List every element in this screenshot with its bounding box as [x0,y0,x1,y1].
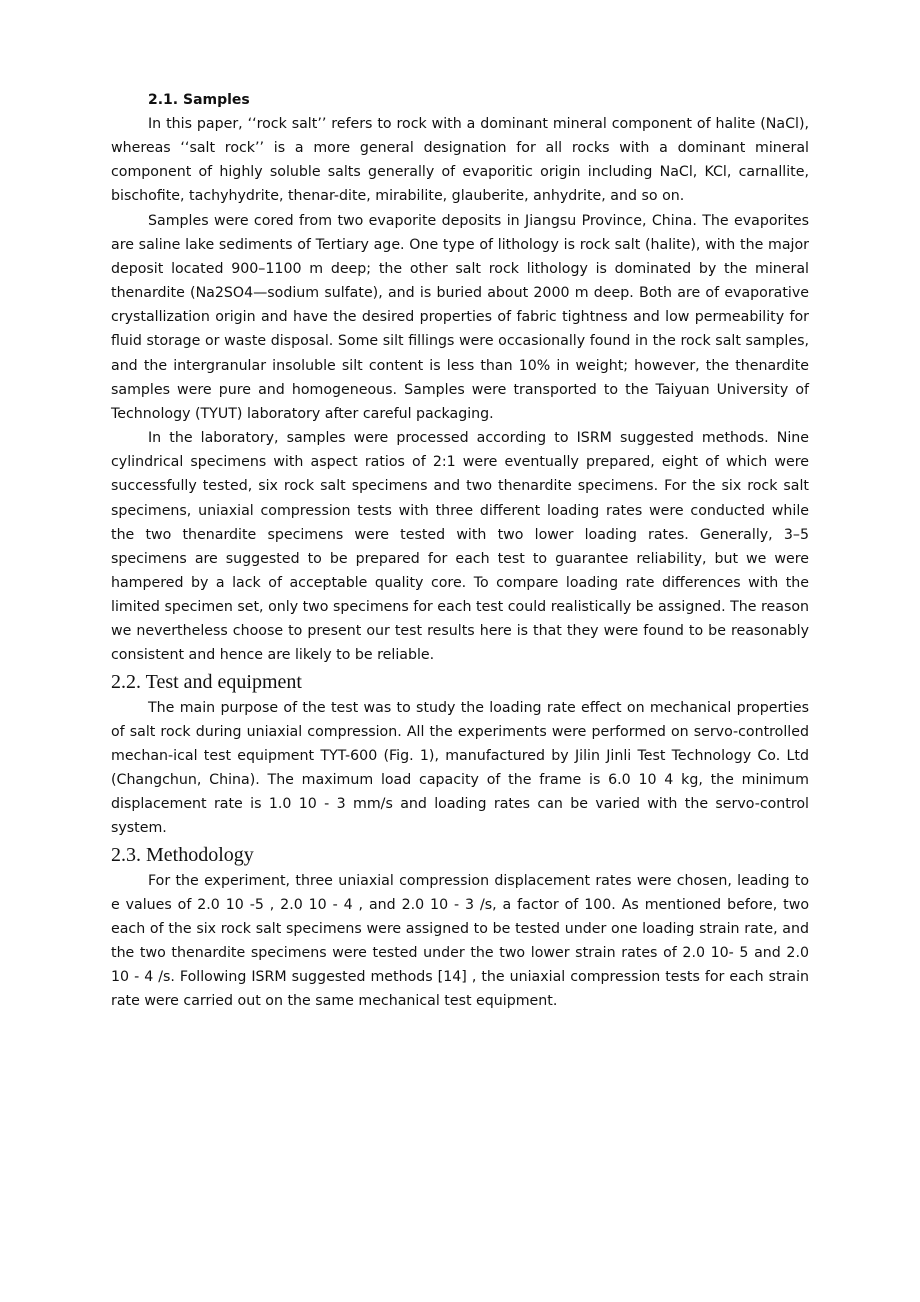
document-page [111,88,809,1013]
section-heading: 2.2. Test and equipment [111,670,302,693]
paragraph: Samples were cored from two evaporite deposits in Jiangsu Province, China. The evaporites are saline lake sediments of Tertiary age. One type of lithology is rock salt (halite), with the major deposit located 900–1100 m deep; the other salt rock lithology is dominated by the mineral thenardite (Na2SO4—sodium sulfate), and is buried about 2000 m deep. Both are of evaporative crystallization origin and have the desired properties of fabric tightness and low permeability for fluid storage or waste disposal. Some silt fillings were occasionally found in the rock salt samples, and the intergranular insoluble silt content is less than 10% in weight; however, the thenardite samples were pure and homogeneous. Samples were transported to the Taiyuan University of Technology (TYUT) laboratory after careful packaging. [111,212,809,422]
paragraph: The main purpose of the test was to study the loading rate effect on mechanical properties of salt rock during uniaxial compression. All the experiments were performed on servo-controlled mechan-ical test equipment TYT-600 (Fig. 1), manufactured by Jilin Jinli Test Technology Co. Ltd (Changchun, China). The maximum load capacity of the frame is 6.0 10 4 kg, the minimum displacement rate is 1.0 10 - 3 mm/s and loading rates can be varied with the servo-control system. [111,699,809,837]
paragraph: In this paper, ‘‘rock salt’’ refers to rock with a dominant mineral component of halite (NaCl), whereas ‘‘salt rock’’ is a more general designation for all rocks with a dominant mineral component of highly soluble salts generally of evaporitic origin including NaCl, KCl, carnallite, bischofite, tachyhydrite, thenar-dite, mirabilite, glauberite, anhydrite, and so on. [111,116,809,205]
section-methodology [111,841,809,1014]
paragraph: For the experiment, three uniaxial compression displacement rates were chosen, leading to e values of 2.0 10 -5 , 2.0 10 - 4 , and 2.0 10 - 3 /s, a factor of 100. As mentioned before, two each of the six rock salt specimens were assigned to be tested under one loading strain rate, and the two thenardite specimens were tested under the two lower strain rates of 2.0 10- 5 and 2.0 10 - 4 /s. Following ISRM suggested methods [14] , the uniaxial compression tests for each strain rate were carried out on the same mechanical test equipment. [111,872,809,1010]
section-test-equipment [111,668,809,841]
paragraph: In the laboratory, samples were processed according to ISRM suggested methods. Nine cylindrical specimens with aspect ratios of 2:1 were eventually prepared, eight of which were successfully tested, six rock salt specimens and two thenardite specimens. For the six rock salt specimens, uniaxial compression tests with three different loading rates were conducted while the two thenardite specimens were tested with two lower loading rates. Generally, 3–5 specimens are suggested to be prepared for each test to guarantee reliability, but we were hampered by a lack of acceptable quality core. To compare loading rate differences with the limited specimen set, only two specimens for each test could realistically be assigned. The reason we nevertheless choose to present our test results here is that they were found to be reasonably consistent and hence are likely to be reliable. [111,430,810,664]
section-samples [111,88,809,668]
section-heading: 2.3. Methodology [111,843,254,866]
section-heading: 2.1. Samples [148,92,250,108]
